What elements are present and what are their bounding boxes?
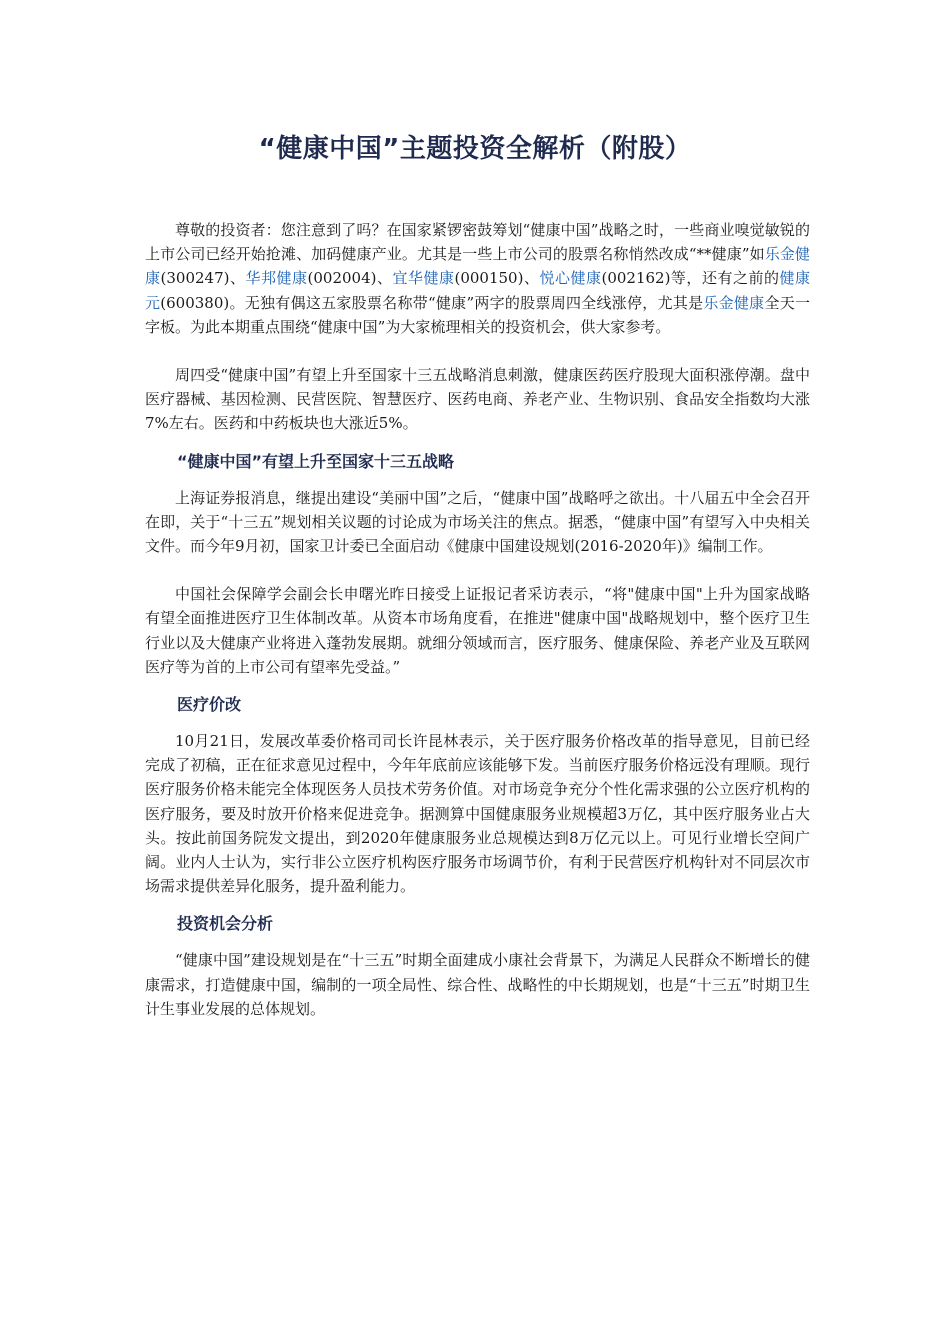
spacer — [145, 936, 810, 948]
strategy-paragraph-2: 中国社会保障学会副会长申曙光昨日接受上证报记者采访表示，“将"健康中国"上升为国家战略有望全面推进医疗卫生体制改革。从资本市场角度看，在推进"健康中国"战略规划中，整个医疗卫生行业以及大健康产业将进入蓬勃发展期。就细分领域而言，医疗服务、健康保险、养老产业及互联网医疗等为首的上市公司有望率先受益。” — [145, 585, 810, 676]
market-paragraph: 周四受“健康中国”有望上升至国家十三五战略消息刺激，健康医药医疗股现大面积涨停潮。盘中医疗器械、基因检测、民营医院、智慧医疗、医药电商、养老产业、生物识别、食品安全指数均大涨7%左右。医药和中药板块也大涨近5%。 — [145, 366, 810, 433]
strategy-paragraph-1: 上海证券报消息，继提出建设“美丽中国”之后，“健康中国”战略呼之欲出。十八届五中全会召开在即，关于“十三五”规划相关议题的讨论成为市场关注的焦点。据悉，“健康中国”有望写入中央相关文件。而今年9月初，国家卫计委已全面启动《健康中国建设规划(2016-2020年)》编制工作。 — [145, 488, 810, 556]
section-heading-investment: 投资机会分析 — [177, 914, 274, 934]
spacer — [145, 717, 810, 729]
investment-paragraph: “健康中国”建设规划是在“十三五”时期全面建成小康社会背景下，为满足人民群众不断增长的健康需求，打造健康中国，编制的一项全局性、综合性、战略性的中长期规划，也是“十三五”时期卫生计生事业发展的总体规划。 — [145, 951, 810, 1018]
intro-text-4: (000150)、 — [454, 269, 540, 288]
spacer — [145, 436, 810, 450]
intro-text-2: (300247)、 — [160, 269, 246, 288]
intro-text-1: 尊敬的投资者：您注意到了吗？在国家紧锣密鼓筹划“健康中国”战略之时，一些商业嗅觉敏锐的上市公司已经开始抢滩、加码健康产业。尤其是一些上市公司的股票名称悄然改成“**健康”如 — [145, 221, 810, 264]
spacer — [145, 339, 810, 363]
document-title: “健康中国”主题投资全解析（附股） — [258, 134, 692, 164]
stock-link-lejin-2[interactable]: 乐金健康 — [703, 293, 765, 312]
stock-link-yihua[interactable]: 宜华健康 — [392, 269, 455, 288]
intro-paragraph — [145, 218, 810, 339]
spacer — [145, 474, 810, 486]
intro-text-7: 全天一字板。为此本期重点围绕“健康中国”为大家梳理相关的投资机会，供大家参考。 — [145, 293, 810, 336]
intro-text-5: (002162)等，还有之前的 — [601, 269, 780, 288]
spacer — [145, 679, 810, 693]
stock-link-yuexin[interactable]: 悦心健康 — [539, 269, 602, 288]
section-heading-price-reform: 医疗价改 — [177, 695, 242, 715]
stock-link-jiankangyuan[interactable]: 健康元 — [145, 269, 810, 312]
spacer — [145, 558, 810, 582]
section-heading-strategy: “健康中国”有望上升至国家十三五战略 — [177, 451, 455, 471]
stock-link-huabang[interactable]: 华邦健康 — [245, 269, 308, 288]
price-reform-paragraph: 10月21日，发展改革委价格司司长许昆林表示，关于医疗服务价格改革的指导意见，目前已经完成了初稿，正在征求意见过程中，今年年底前应该能够下发。当前医疗服务价格远没有理顺。现行医疗服务价格未能完全体现医务人员技术劳务价值。对市场竞争充分个性化需求强的公立医疗机构的医疗服务，要及时放开价格来促进竞争。据测算中国健康服务业规模超3万亿，其中医疗服务业占大头。按此前国务院发文提出，到2020年健康服务业总规模达到8万亿元以上。可见行业增长空间广阔。业内人士认为，实行非公立医疗机构医疗服务市场调节价，有利于民营医疗机构针对不同层次市场需求提供差异化服务，提升盈利能力。 — [145, 732, 810, 896]
spacer — [145, 898, 810, 912]
stock-link-lejin[interactable]: 乐金健康 — [145, 245, 810, 288]
intro-text-6: (600380)。无独有偶这五家股票名称带“健康”两字的股票周四全线涨停，尤其是 — [160, 293, 704, 312]
document-body — [145, 218, 810, 1021]
intro-text-3: (002004)、 — [307, 269, 393, 288]
